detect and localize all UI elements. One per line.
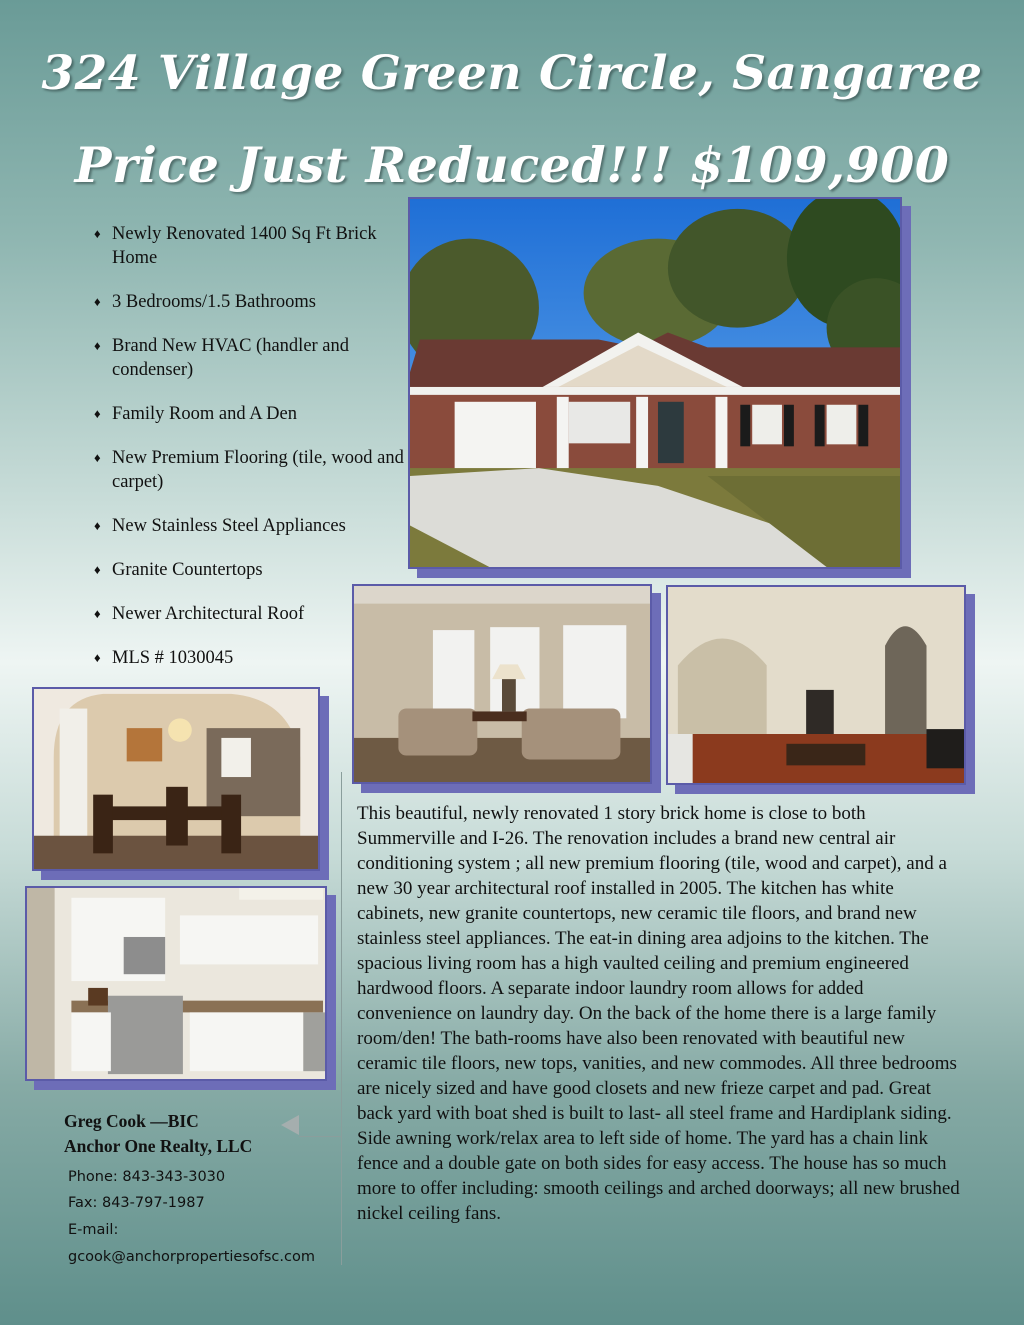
feature-item: ♦ 3 Bedrooms/1.5 Bathrooms: [94, 292, 317, 312]
agent-company: Anchor One Realty, LLC: [64, 1136, 253, 1156]
agent-name: Greg Cook —BIC: [64, 1111, 199, 1131]
house-exterior-photo: [408, 197, 902, 569]
agent-email[interactable]: gcook@anchorpropertiesofsc.com: [68, 1249, 315, 1265]
diamond-bullet-icon: ♦: [94, 650, 101, 665]
diamond-bullet-icon: ♦: [94, 226, 101, 241]
price-headline: Price Just Reduced!!! $109,900: [74, 136, 950, 194]
living-room-photo: [352, 584, 652, 784]
feature-item: ♦ Brand New HVAC (handler and condenser): [94, 336, 350, 380]
listing-address: 324 Village Green Circle, Sangaree: [41, 46, 983, 101]
diamond-bullet-icon: ♦: [94, 562, 101, 577]
feature-item: ♦ Family Room and A Den: [94, 404, 297, 424]
feature-item: ♦ New Premium Flooring (tile, wood and carpet): [94, 448, 404, 492]
diamond-bullet-icon: ♦: [94, 338, 101, 353]
diamond-bullet-icon: ♦: [94, 450, 101, 465]
kitchen-photo: [25, 886, 327, 1081]
divider-line: [341, 772, 342, 1265]
agent-email-label: E-mail:: [68, 1222, 119, 1238]
agent-phone: Phone: 843-343-3030: [68, 1169, 226, 1185]
diamond-bullet-icon: ♦: [94, 518, 101, 533]
dining-room-photo: [32, 687, 320, 871]
diamond-bullet-icon: ♦: [94, 294, 101, 309]
feature-item: ♦ Newer Architectural Roof: [94, 604, 305, 624]
agent-fax: Fax: 843-797-1987: [68, 1195, 205, 1211]
pointer-arrow-icon: [281, 1115, 299, 1135]
diamond-bullet-icon: ♦: [94, 606, 101, 621]
connector-line: [299, 1136, 341, 1137]
diamond-bullet-icon: ♦: [94, 406, 101, 421]
feature-item: ♦ New Stainless Steel Appliances: [94, 516, 346, 536]
feature-item: ♦ Newly Renovated 1400 Sq Ft Brick Home: [94, 224, 377, 268]
feature-item: ♦ MLS # 1030045: [94, 648, 234, 668]
feature-item: ♦ Granite Countertops: [94, 560, 263, 580]
great-room-photo: [666, 585, 966, 785]
property-description: This beautiful, newly renovated 1 story brick home is close to both Summerville and I-26. The renovation includes a brand new central air conditioning system ; all new premium flooring (tile, wood and carpet), and a new 30 year architectural roof installed in 2005. The kitchen has white cabinets, new granite countertops, new ceramic tile floors, and brand new stainless steel appliances. The eat-in dining area adjoins to the kitchen. The spacious living room has a high vaulted ceiling and premium engineered hardwood floors. A separate indoor laundry room allows for added convenience on laundry day. On the back of the home there is a large family room/den! The bath-rooms have also been renovated with beautiful new ceramic tile floors, new tops, vanities, and new commodes. All three bedrooms are nicely sized and have good closets and new frieze carpet and pad. Great back yard with boat shed is built to last- all steel frame and Hardiplank siding. Side awning work/relax area to left side of home. The yard has a chain link fence and a double gate on both sides for easy access. The house has so much more to offer including: smooth ceilings and arched doorways; all new brushed nickel ceiling fans.: [357, 803, 960, 1224]
